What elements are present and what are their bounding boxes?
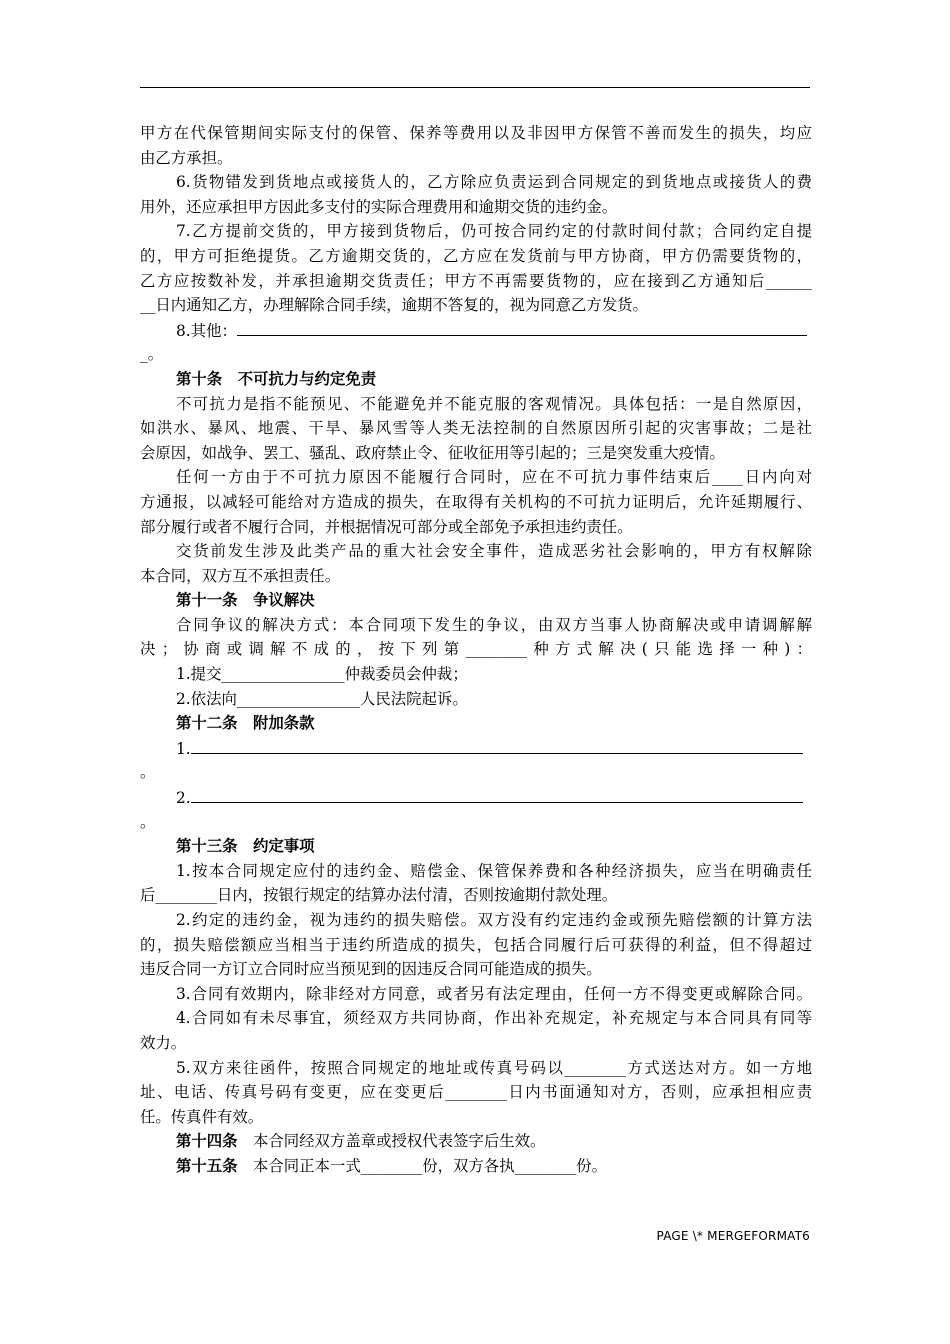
- line-text: 2.依法向________________人民法院起诉。: [176, 689, 468, 708]
- paragraph-line: [140, 121, 812, 146]
- article-heading: 第十五条: [176, 1156, 238, 1175]
- line-text: 。: [140, 763, 156, 782]
- line-text: 后________日内，按银行规定的结算办法付清，否则按逾期付款处理。: [140, 886, 618, 905]
- paragraph-line: [140, 1056, 812, 1081]
- paragraph-line: [140, 810, 812, 835]
- line-text: 违反合同一方订立合同时应当预见到的因违反合同可能造成的损失。: [140, 960, 602, 979]
- fill-in-blank: [237, 318, 807, 336]
- paragraph-line: [140, 883, 812, 908]
- paragraph-line: [140, 146, 812, 171]
- article-heading: [140, 834, 812, 859]
- paragraph-line: [140, 613, 812, 638]
- line-text: 交货前发生涉及此类产品的重大社会安全事件，造成恶劣社会影响的，甲方有权解除: [176, 542, 812, 561]
- paragraph-line: [140, 515, 812, 540]
- line-text: 会原因，如战争、罢工、骚乱、政府禁止令、征收征用等引起的；三是突发重大疫情。: [140, 443, 725, 462]
- line-text: 效力。: [140, 1033, 187, 1052]
- line-text: _。: [140, 345, 164, 364]
- line-text: 方通报，以减轻可能给对方造成的损失，在取得有关机构的不可抗力证明后，允许延期履行、: [140, 492, 812, 511]
- paragraph-line: [140, 269, 812, 294]
- paragraph-line: [140, 318, 812, 343]
- paragraph-line: [140, 170, 812, 195]
- paragraph-line: [140, 637, 812, 662]
- paragraph-line: [140, 736, 812, 761]
- line-text: 由乙方承担。: [140, 148, 233, 167]
- article-heading: [140, 1129, 812, 1154]
- paragraph-line: [140, 564, 812, 589]
- paragraph-line: [140, 1105, 812, 1130]
- line-text: 址、电话、传真号码有变更，应在变更后________日内书面通知对方，否则，应承担相应责: [140, 1083, 812, 1102]
- paragraph-line: [140, 662, 812, 687]
- line-text: 6.货物错发到货地点或接货人的，乙方除应负责运到合同规定的到货地点或接货人的费: [176, 173, 812, 192]
- paragraph-line: [140, 342, 812, 367]
- line-text: 5.双方来往函件，按照合同规定的地址或传真号码以________方式送达对方。如一方地: [176, 1058, 812, 1077]
- paragraph-line: [140, 982, 812, 1007]
- line-text: 的，甲方可拒绝提货。乙方逾期交货的，乙方应在发货前与甲方协商，甲方仍需要货物的，: [140, 246, 812, 265]
- line-text: 如洪水、暴风、地震、干旱、暴风雪等人类无法控制的自然原因所引起的灾害事故；二是社: [140, 419, 812, 438]
- line-text: 4.合同如有未尽事宜，须经双方共同协商，作出补充规定，补充规定与本合同具有同等: [176, 1009, 812, 1028]
- line-text: 1.按本合同规定应付的违约金、赔偿金、保管保养费和各种经济损失，应当在明确责任: [176, 861, 812, 880]
- line-text: 部分履行或者不履行合同，并根据情况可部分或全部免予承担违约责任。: [140, 517, 633, 536]
- page-footer: PAGE \* MERGEFORMAT6: [656, 1229, 810, 1243]
- contract-text: [140, 121, 812, 1179]
- line-text: 乙方应按数补发，并承担逾期交货责任；甲方不再需要货物的，应在接到乙方通知后______: [140, 271, 812, 290]
- line-text: 2.: [176, 789, 191, 808]
- paragraph-line: [140, 687, 812, 712]
- line-text: 决；协商或调解不成的，按下列第________种方式解决(只能选择一种)：: [140, 640, 812, 659]
- line-text: 1.: [176, 739, 191, 758]
- line-text: 第十条 不可抗力与约定免责: [176, 369, 377, 388]
- paragraph-line: [140, 293, 812, 318]
- article-heading: [140, 367, 812, 392]
- paragraph-line: [140, 933, 812, 958]
- paragraph-line: [140, 244, 812, 269]
- line-text: 1.提交________________仲裁委员会仲裁；: [176, 665, 468, 684]
- paragraph-line: [140, 908, 812, 933]
- paragraph-line: [140, 416, 812, 441]
- line-text: 第十三条 约定事项: [176, 837, 315, 856]
- paragraph-line: [140, 465, 812, 490]
- line-text: 不可抗力是指不能预见、不能避免并不能克服的客观情况。具体包括：一是自然原因，: [176, 394, 812, 413]
- article-heading: 第十四条: [176, 1132, 238, 1151]
- paragraph-line: [140, 490, 812, 515]
- paragraph-line: [140, 539, 812, 564]
- paragraph-line: [140, 1006, 812, 1031]
- line-text: 第十一条 争议解决: [176, 591, 315, 610]
- line-text: 的，损失赔偿额应当相当于违约所造成的损失，包括合同履行后可获得的利益，但不得超过: [140, 935, 812, 954]
- paragraph-line: [140, 1080, 812, 1105]
- paragraph-line: [140, 760, 812, 785]
- paragraph-line: [140, 441, 812, 466]
- paragraph-line: [140, 392, 812, 417]
- paragraph-line: [140, 195, 812, 220]
- paragraph-line: [140, 785, 812, 810]
- line-text: 2.约定的违约金，视为违约的损失赔偿。双方没有约定违约金或预先赔偿额的计算方法: [176, 911, 812, 929]
- paragraph-line: [140, 859, 812, 884]
- fill-in-blank: [191, 785, 803, 803]
- fill-in-blank: [191, 736, 803, 754]
- paragraph-line: [140, 219, 812, 244]
- article-heading: [140, 711, 812, 736]
- line-text: 。: [140, 812, 156, 831]
- header-rule: [140, 87, 810, 88]
- paragraph-line: [140, 957, 812, 982]
- line-text: __日内通知乙方，办理解除合同手续，逾期不答复的，视为同意乙方发货。: [140, 296, 648, 315]
- line-text: 第十二条 附加条款: [176, 714, 315, 733]
- line-text: 用外，还应承担甲方因此多支付的实际合理费用和逾期交货的违约金。: [140, 197, 618, 216]
- paragraph-line: [140, 1031, 812, 1056]
- line-text: 合同争议的解决方式：本合同项下发生的争议，由双方当事人协商解决或申请调解解: [176, 615, 812, 634]
- line-text: 8.其他：: [176, 321, 237, 340]
- line-text: 甲方在代保管期间实际支付的保管、保养等费用以及非因甲方保管不善而发生的损失，均应: [140, 124, 812, 142]
- article-text: 本合同经双方盖章或授权代表签字后生效。: [237, 1132, 546, 1151]
- line-text: 任何一方由于不可抗力原因不能履行合同时，应在不可抗力事件结束后____日内向对: [176, 468, 812, 487]
- article-heading: [140, 588, 812, 613]
- article-text: 本合同正本一式________份，双方各执________份。: [237, 1156, 607, 1175]
- line-text: 本合同，双方互不承担责任。: [140, 566, 341, 585]
- line-text: 任。传真件有效。: [140, 1107, 264, 1126]
- article-heading: [140, 1154, 812, 1179]
- line-text: 7.乙方提前交货的，甲方接到货物后，仍可按合同约定的付款时间付款；合同约定自提: [176, 222, 812, 241]
- line-text: 3.合同有效期内，除非经对方同意，或者另有法定理由，任何一方不得变更或解除合同。: [176, 984, 812, 1003]
